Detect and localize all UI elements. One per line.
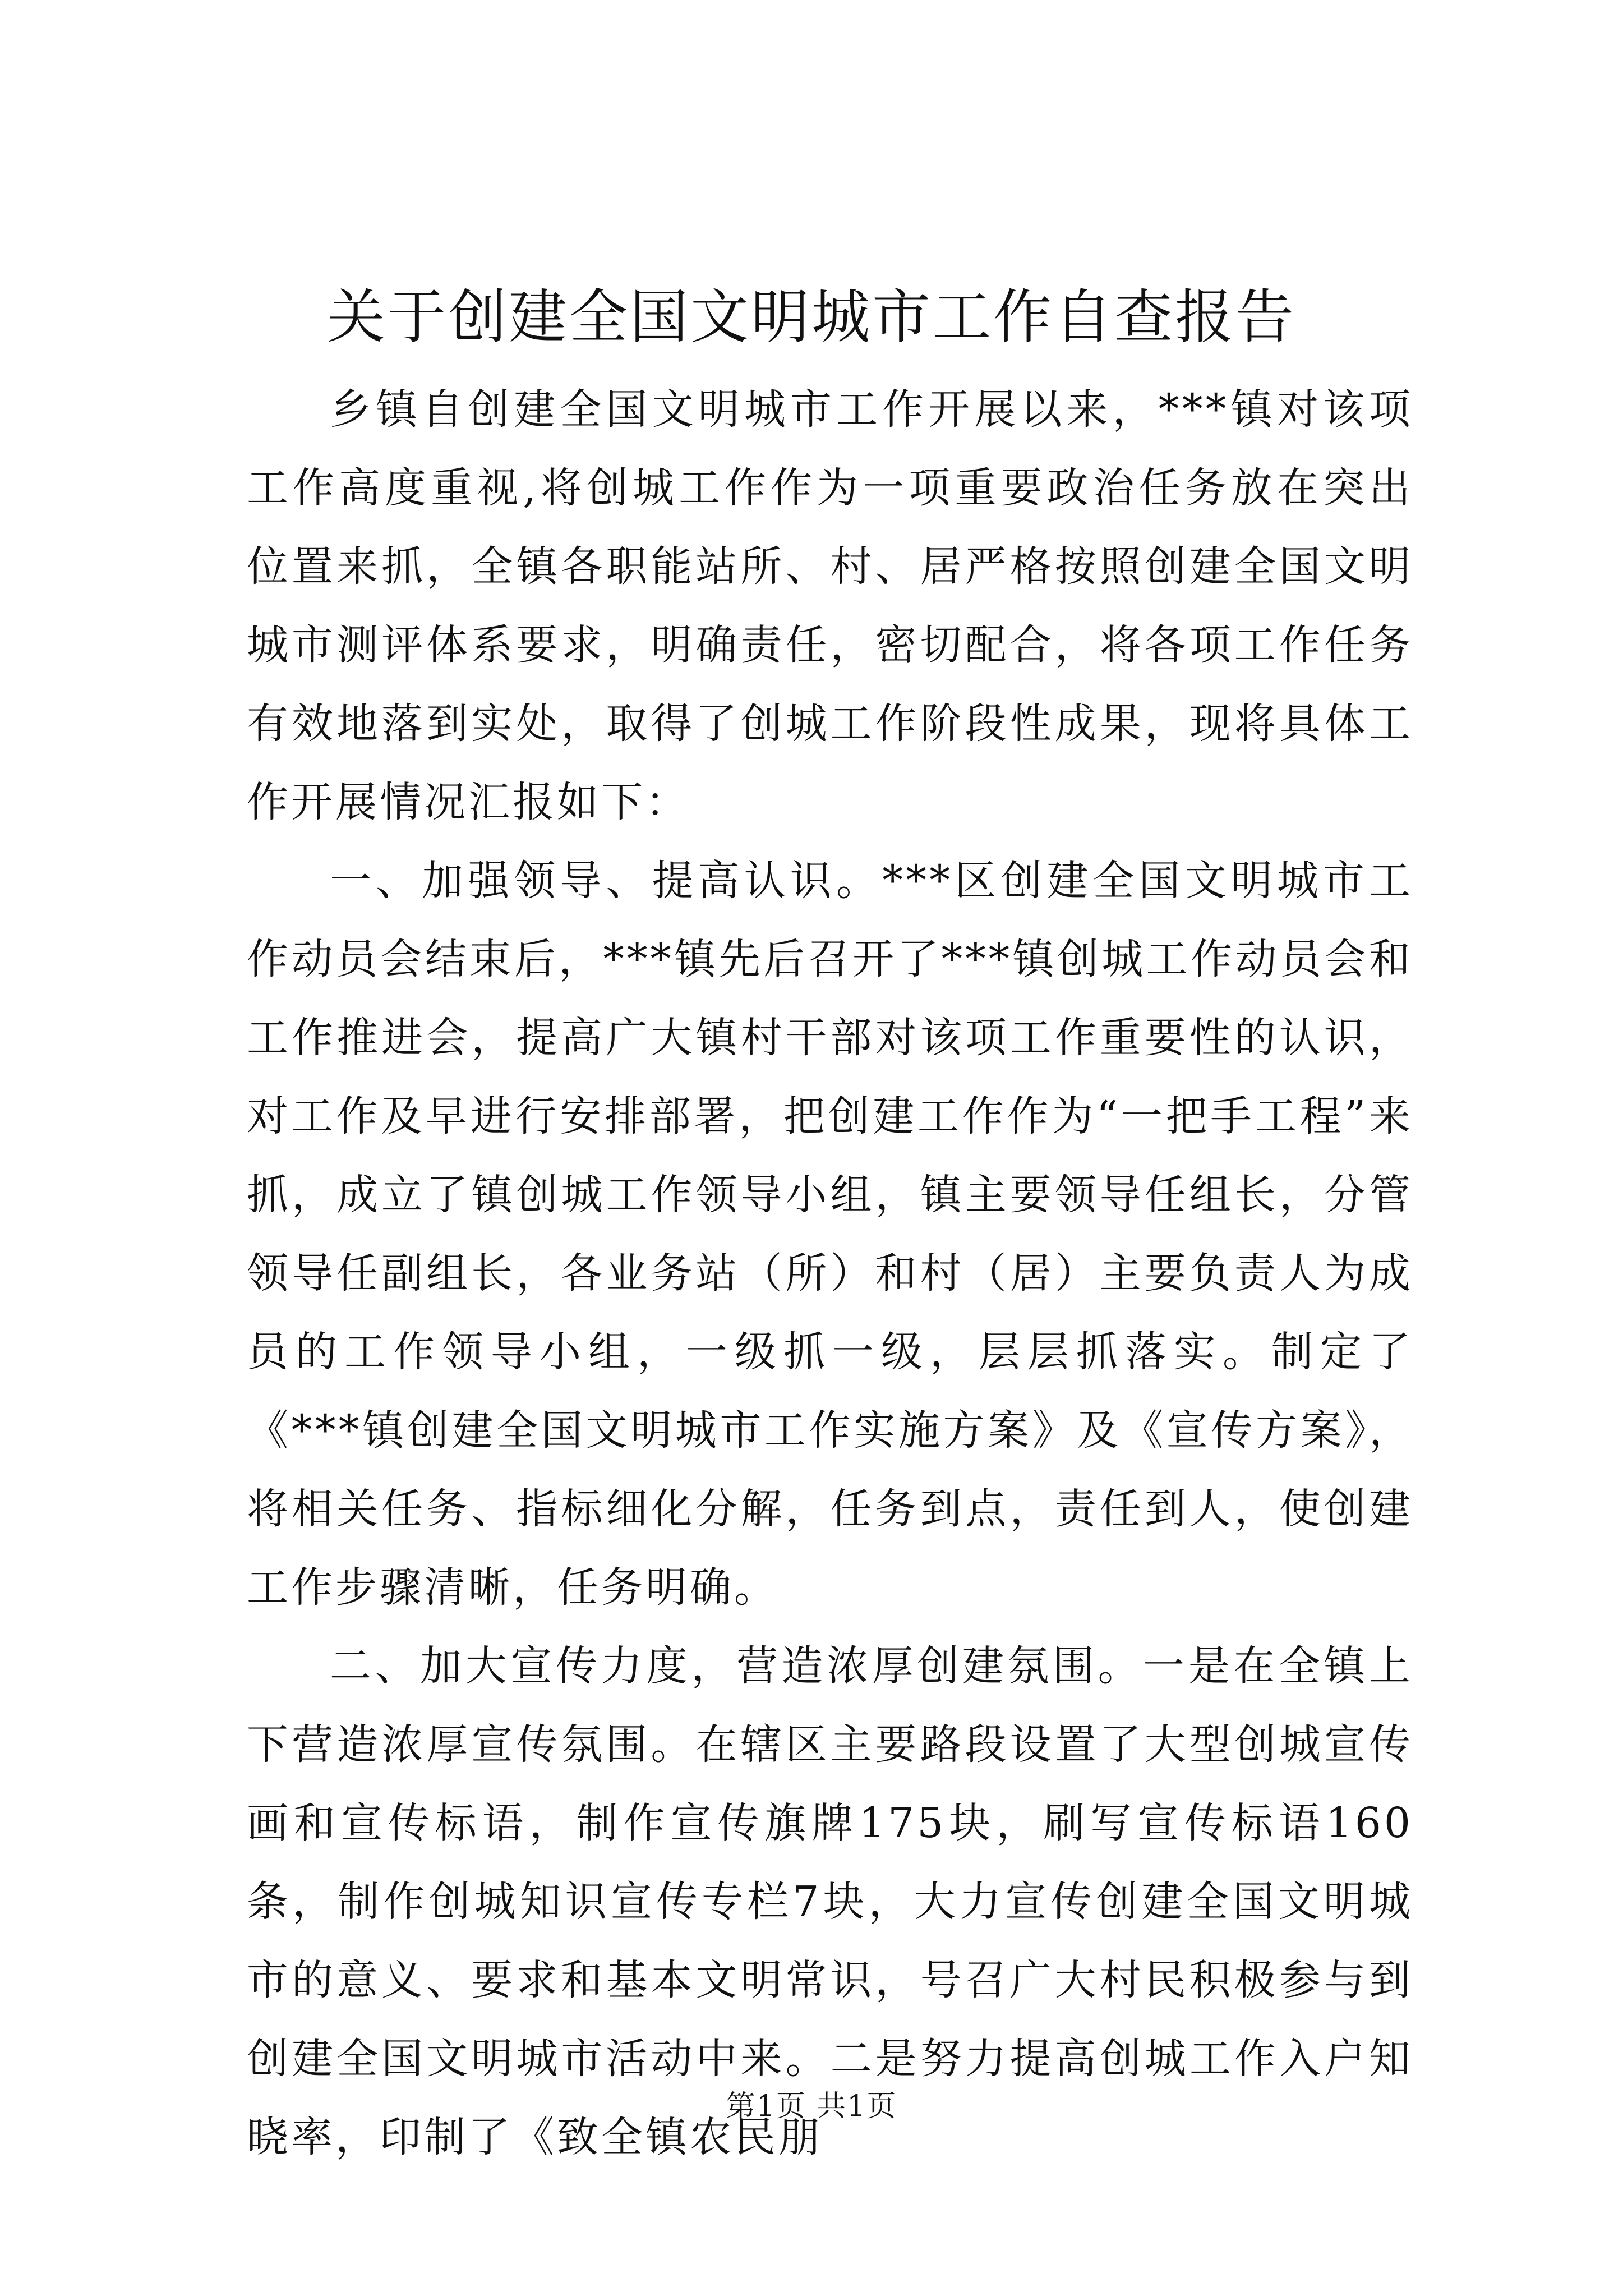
paragraph-section-2: 二、加大宣传力度，营造浓厚创建氛围。一是在全镇上下营造浓厚宣传氛围。在辖区主要路段设置了大型创城宣传画和宣传标语，制作宣传旗牌175块，刷写宣传标语160条，制作创城知识宣传专栏7块，大力宣传创建全国文明城市的意义、要求和基本文明常识，号召广大村民积极参与到创建全国文明城市活动中来。二是努力提高创城工作入户知晓率，印制了《致全镇农民朋 [247, 1642, 1413, 2161]
page-footer: 第1页 共1页 [726, 2090, 897, 2123]
paragraph-intro: 乡镇自创建全国文明城市工作开展以来，***镇对该项工作高度重视,将创城工作作为一项重要政治任务放在突出位置来抓，全镇各职能站所、村、居严格按照创建全国文明城市测评体系要求，明确责任，密切配合，将各项工作任务有效地落到实处，取得了创城工作阶段性成果，现将具体工作开展情况汇报如下： [247, 385, 1413, 826]
document-body [247, 370, 1413, 2177]
document-title: 关于创建全国文明城市工作自查报告 [326, 283, 1296, 351]
paragraph-section-1: 一、加强领导、提高认识。***区创建全国文明城市工作动员会结束后，***镇先后召开了***镇创城工作动员会和工作推进会，提高广大镇村干部对该项工作重要性的认识，对工作及早进行安排部署，把创建工作作为“一把手工程”来抓，成立了镇创城工作领导小组，镇主要领导任组长，分管领导任副组长，各业务站（所）和村（居）主要负责人为成员的工作领导小组，一级抓一级，层层抓落实。制定了《***镇创建全国文明城市工作实施方案》及《宣传方案》，将相关任务、指标细化分解，任务到点，责任到人，使创建工作步骤清晰，任务明确。 [247, 857, 1413, 1612]
